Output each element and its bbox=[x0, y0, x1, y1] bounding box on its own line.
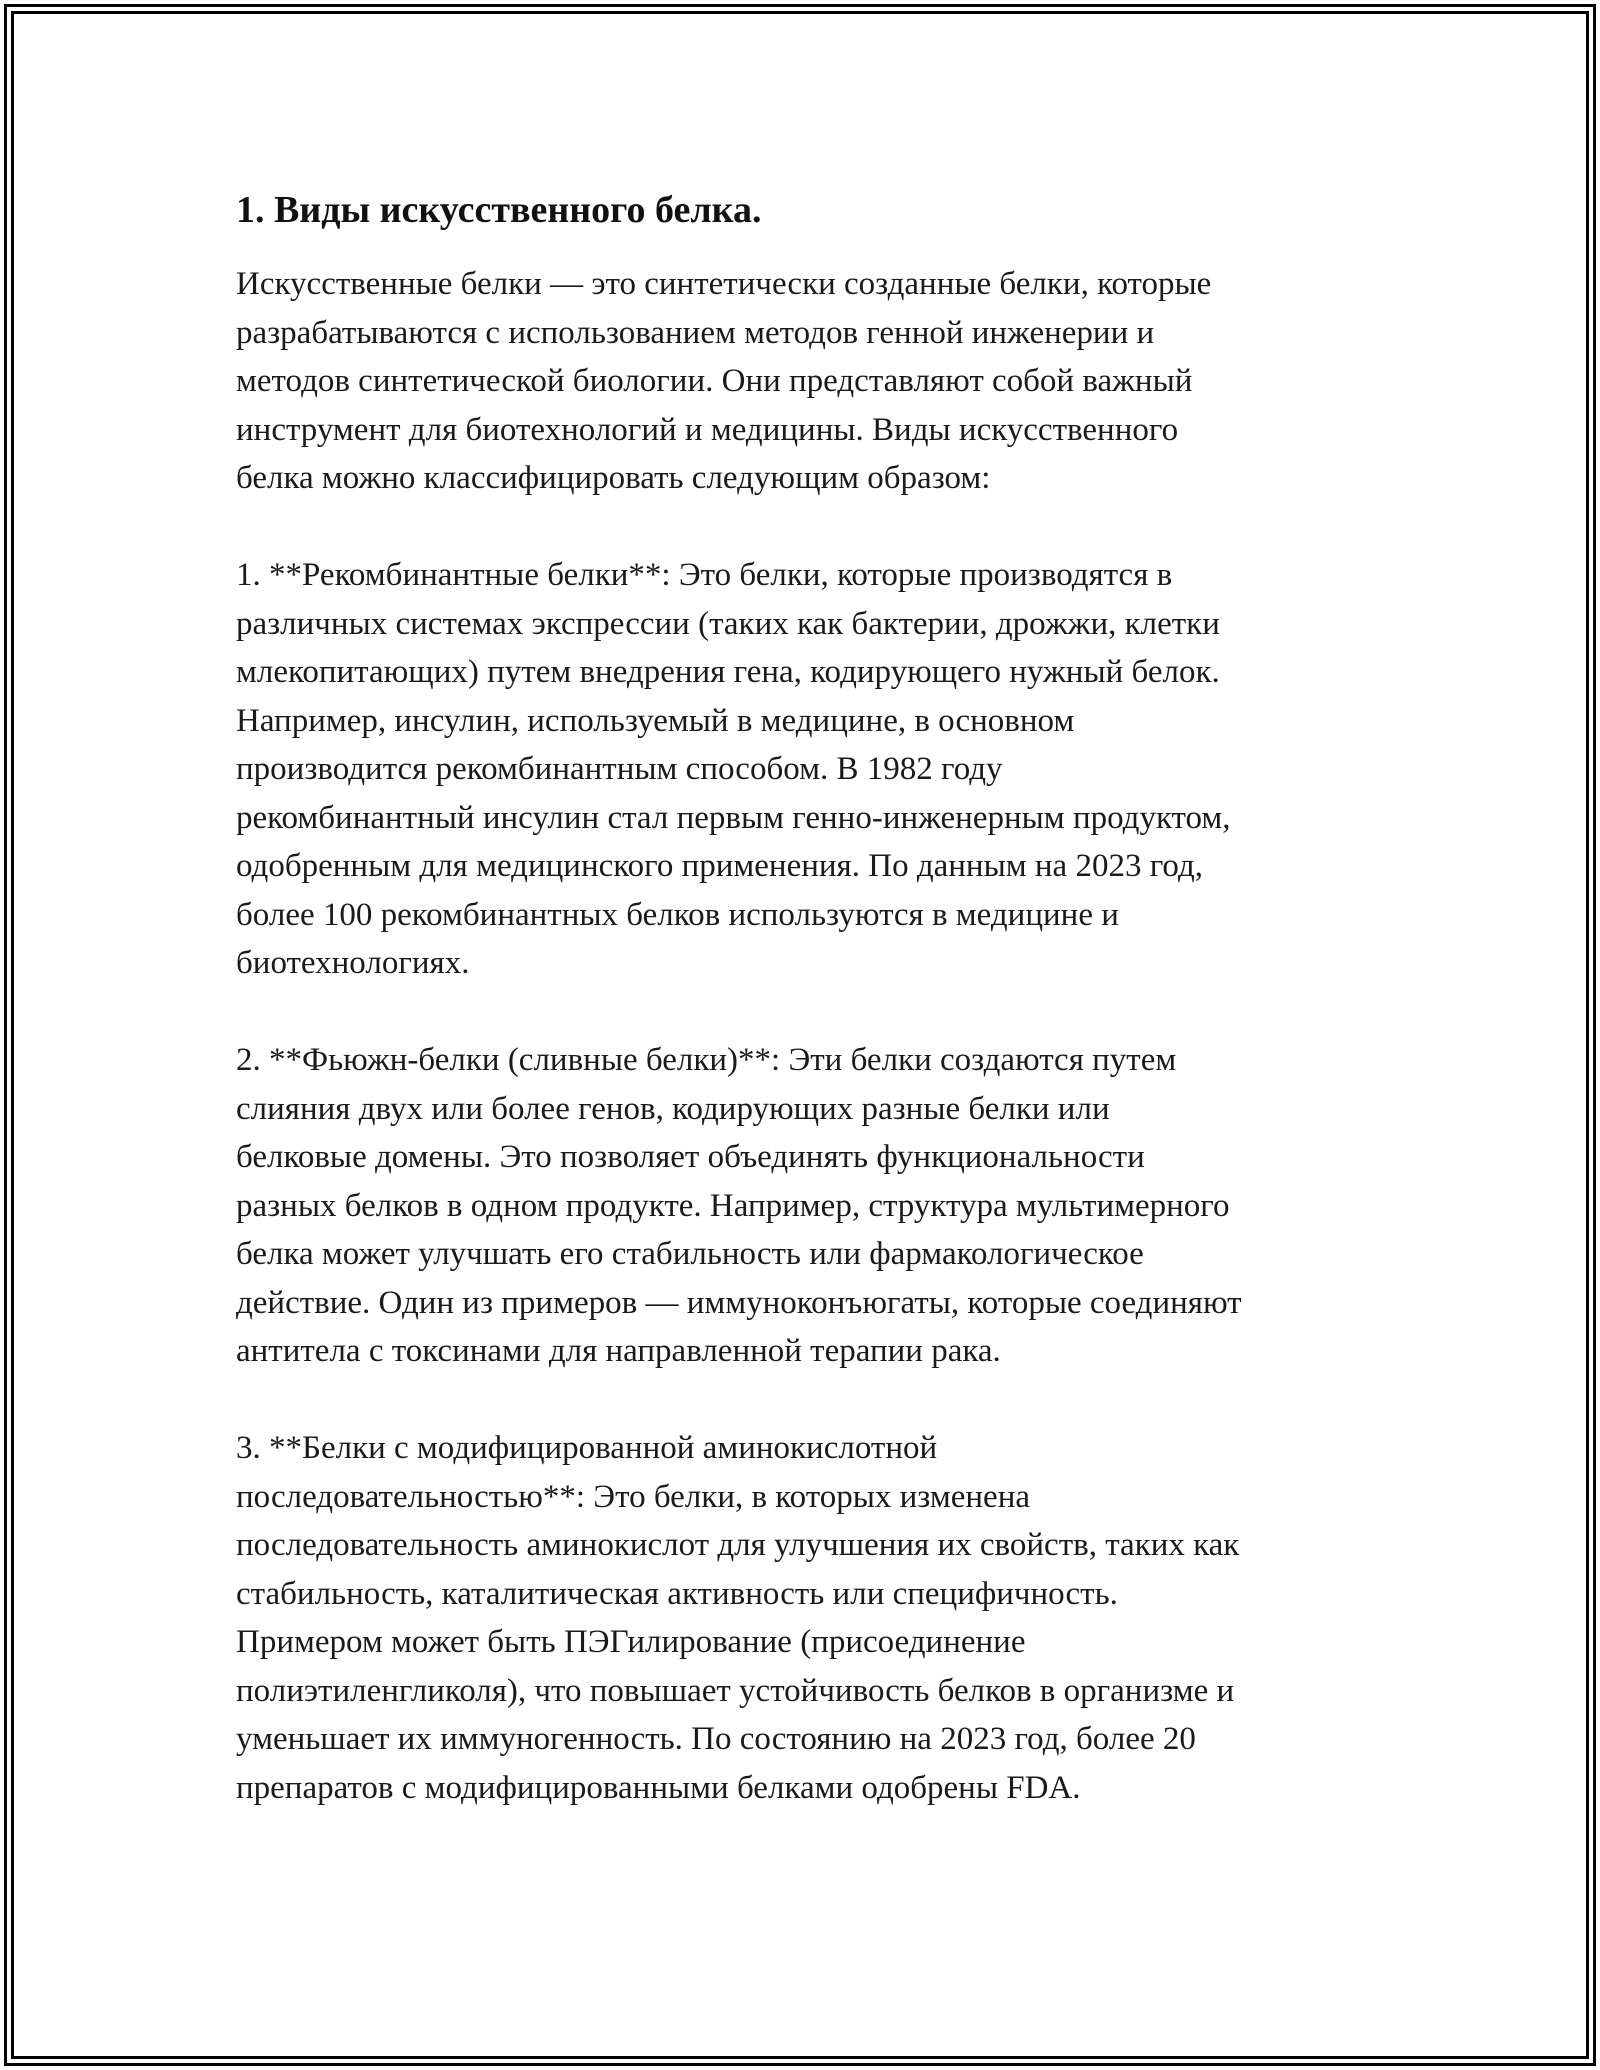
text-line: рекомбинантный инсулин стал первым генно-инженерным продуктом, bbox=[236, 799, 1231, 836]
text-line: последовательностью**: Это белки, в которых изменена bbox=[236, 1478, 1031, 1515]
text-line: белка можно классифицировать следующим образом: bbox=[236, 460, 991, 496]
text-line: слияния двух или более генов, кодирующих разные белки или bbox=[236, 1090, 1110, 1127]
intro-paragraph bbox=[236, 260, 1376, 503]
list-item-fusion-proteins bbox=[236, 1036, 1376, 1376]
text-line: млекопитающих) путем внедрения гена, кодирующего нужный белок. bbox=[236, 654, 1220, 690]
text-line: белка может улучшать его стабильность или фармакологическое bbox=[236, 1236, 1144, 1272]
text-line: инструмент для биотехнологий и медицины. Виды искусственного bbox=[236, 411, 1179, 448]
text-line: уменьшает их иммуногенность. По состоянию на 2023 год, более 20 bbox=[236, 1721, 1196, 1757]
text-line: разрабатываются с использованием методов генной инженерии и bbox=[236, 314, 1155, 351]
text-line: белковые домены. Это позволяет объединять функциональности bbox=[236, 1139, 1145, 1175]
text-line: Примером может быть ПЭГилирование (присоединение bbox=[236, 1624, 1026, 1660]
text-line: методов синтетической биологии. Они представляют собой важный bbox=[236, 363, 1193, 399]
text-line: стабильность, каталитическая активность или специфичность. bbox=[236, 1575, 1118, 1612]
text-line: различных системах экспрессии (таких как бактерии, дрожжи, клетки bbox=[236, 605, 1220, 642]
text-line: действие. Один из примеров — иммуноконъюгаты, которые соединяют bbox=[236, 1284, 1242, 1321]
text-line: последовательность аминокислот для улучшения их свойств, таких как bbox=[236, 1527, 1240, 1563]
text-line: препаратов с модифицированными белками одобрены FDA. bbox=[236, 1769, 1081, 1806]
list-item-modified-sequence-proteins bbox=[236, 1424, 1376, 1812]
text-line: производится рекомбинантным способом. В 1982 году bbox=[236, 751, 1003, 787]
text-line: одобренным для медицинского применения. По данным на 2023 год, bbox=[236, 848, 1203, 884]
text-line: антитела с токсинами для направленной терапии рака. bbox=[236, 1333, 1001, 1369]
text-line: 3. **Белки с модифицированной аминокислотной bbox=[236, 1430, 938, 1466]
list-item-recombinant-proteins bbox=[236, 551, 1376, 988]
text-line: разных белков в одном продукте. Например, структура мультимерного bbox=[236, 1187, 1230, 1224]
text-line: Искусственные белки — это синтетически созданные белки, которые bbox=[236, 266, 1212, 302]
document-body bbox=[236, 186, 1376, 1861]
text-line: Например, инсулин, используемый в медицине, в основном bbox=[236, 702, 1075, 739]
text-line: 1. **Рекомбинантные белки**: Это белки, которые производятся в bbox=[236, 557, 1173, 593]
text-line: полиэтиленгликоля), что повышает устойчивость белков в организме и bbox=[236, 1672, 1235, 1709]
text-line: более 100 рекомбинантных белков используются в медицине и bbox=[236, 896, 1119, 933]
text-line: биотехнологиях. bbox=[236, 945, 470, 981]
section-heading: 1. Виды искусственного белка. bbox=[236, 189, 762, 231]
text-line: 2. **Фьюжн-белки (сливные белки)**: Эти белки создаются путем bbox=[236, 1042, 1177, 1078]
